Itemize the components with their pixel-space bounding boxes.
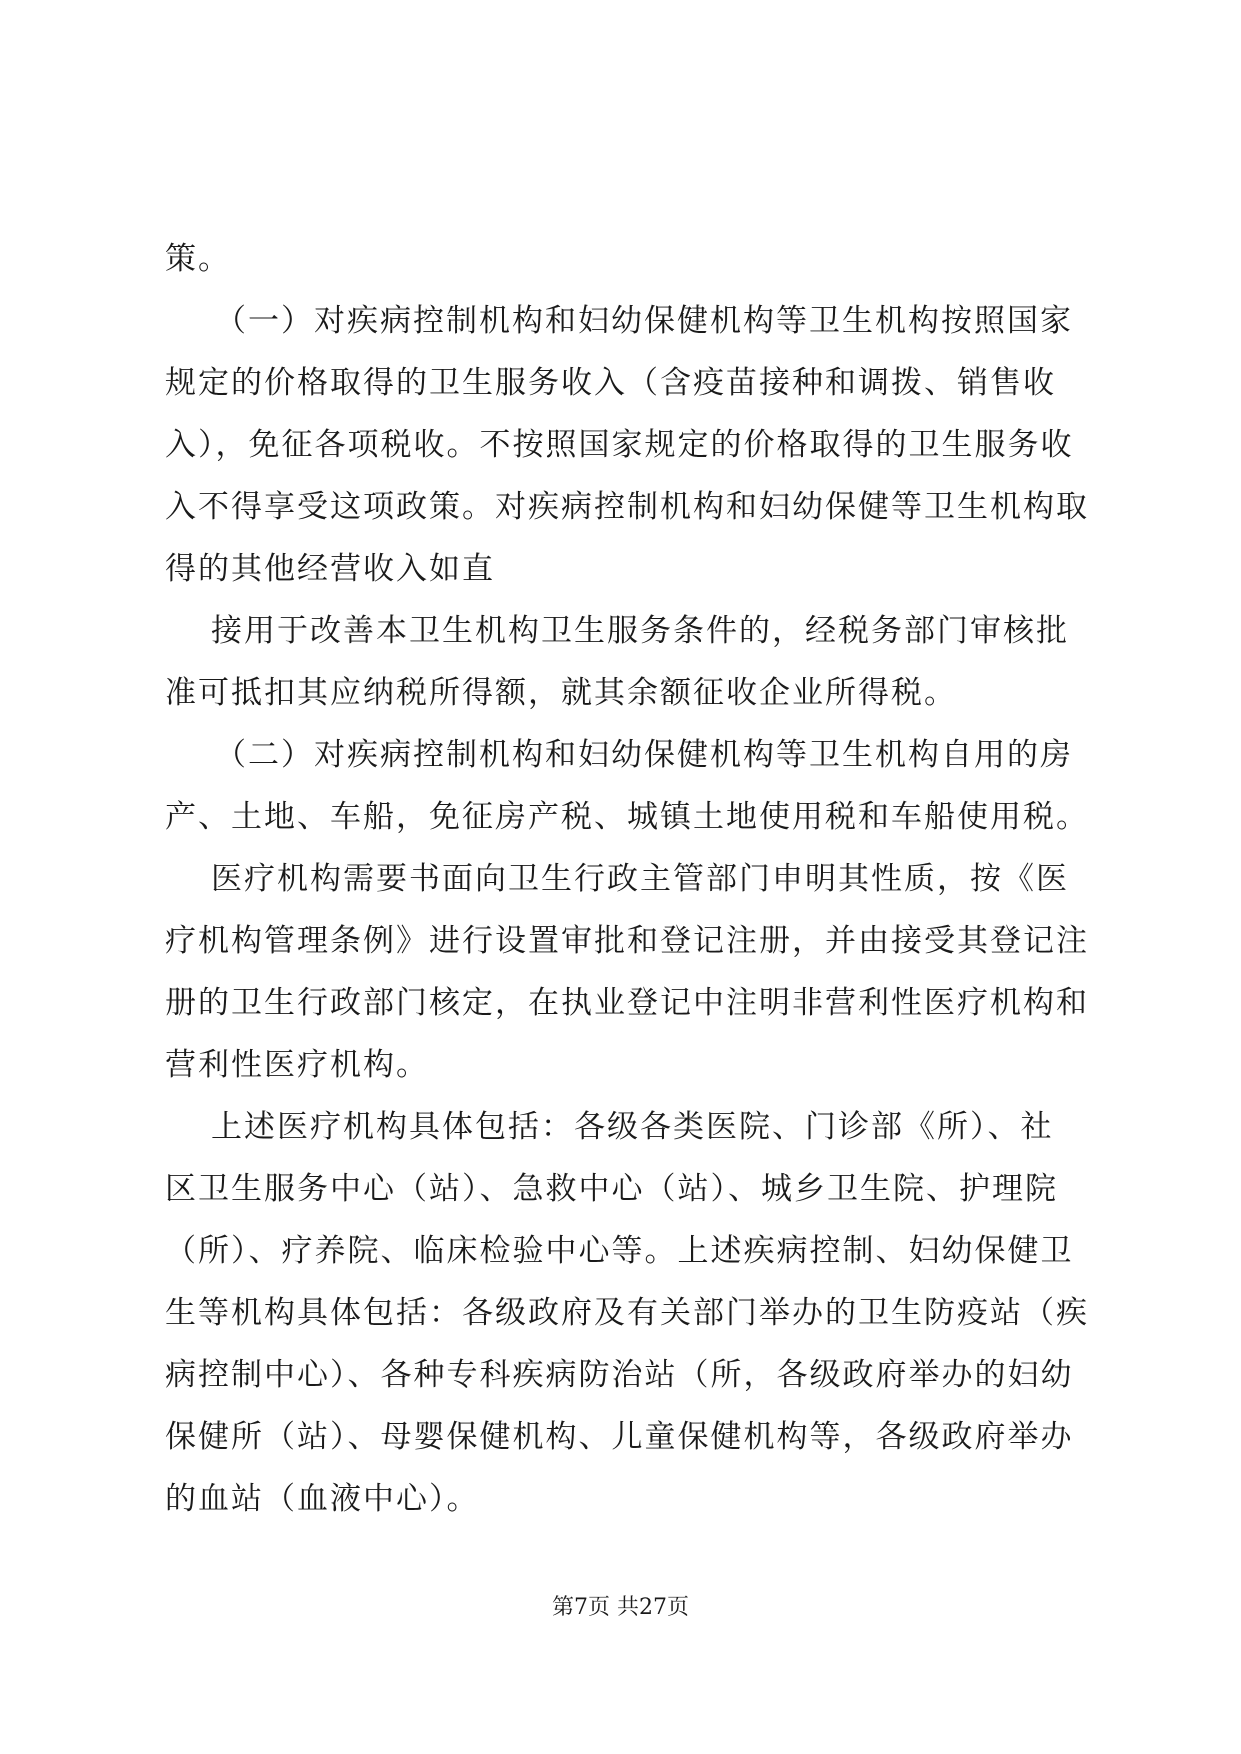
text-line: 入不得享受这项政策。对疾病控制机构和妇幼保健等卫生机构取 xyxy=(165,489,1089,525)
text-line: 得的其他经营收入如直 xyxy=(165,551,495,587)
text-line: 生等机构具体包括：各级政府及有关部门举办的卫生防疫站（疾 xyxy=(165,1295,1089,1331)
body-text xyxy=(165,228,1089,1530)
text-line: 册的卫生行政部门核定，在执业登记中注明非营利性医疗机构和 xyxy=(165,985,1089,1021)
text-line: 准可抵扣其应纳税所得额，就其余额征收企业所得税。 xyxy=(165,675,957,711)
page-number-footer: 第7页 共27页 xyxy=(552,1595,689,1620)
text-line: 营利性医疗机构。 xyxy=(165,1047,429,1083)
text-line: （所）、疗养院、临床检验中心等。上述疾病控制、妇幼保健卫 xyxy=(165,1233,1074,1269)
text-line: 医疗机构需要书面向卫生行政主管部门申明其性质，按《医 xyxy=(211,861,1069,897)
text-line: 产、土地、车船，免征房产税、城镇土地使用税和车船使用税。 xyxy=(165,799,1089,835)
text-line: 疗机构管理条例》进行设置审批和登记注册，并由接受其登记注 xyxy=(165,923,1089,959)
text-line: 入），免征各项税收。不按照国家规定的价格取得的卫生服务收 xyxy=(165,427,1074,463)
text-line: 病控制中心）、各种专科疾病防治站（所，各级政府举办的妇幼 xyxy=(165,1357,1074,1393)
text-line: 保健所（站）、母婴保健机构、儿童保健机构等，各级政府举办 xyxy=(165,1419,1074,1455)
text-line: 上述医疗机构具体包括：各级各类医院、门诊部《所）、社 xyxy=(211,1109,1054,1145)
text-line: 策。 xyxy=(165,241,231,277)
text-line: 区卫生服务中心（站）、急救中心（站）、城乡卫生院、护理院 xyxy=(165,1171,1058,1207)
text-line: （二）对疾病控制机构和妇幼保健机构等卫生机构自用的房 xyxy=(215,737,1073,773)
text-line: 的血站（血液中心）。 xyxy=(165,1481,480,1517)
text-line: （一）对疾病控制机构和妇幼保健机构等卫生机构按照国家 xyxy=(215,303,1073,339)
text-line: 接用于改善本卫生机构卫生服务条件的，经税务部门审核批 xyxy=(211,613,1069,649)
text-line: 规定的价格取得的卫生服务收入（含疫苗接种和调拨、销售收 xyxy=(165,365,1056,401)
